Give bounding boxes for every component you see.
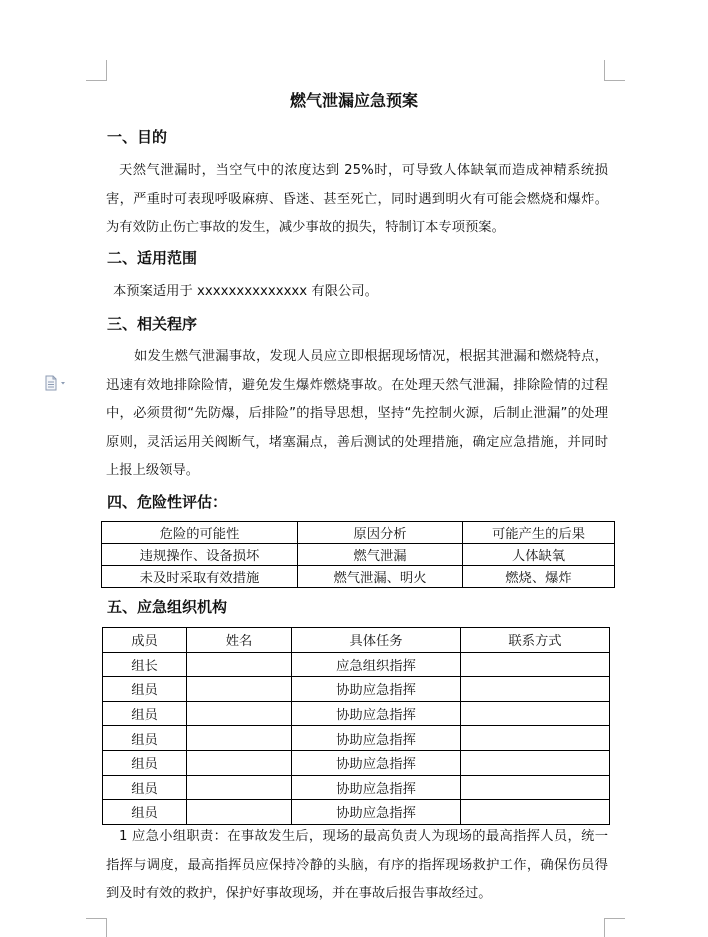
table-row (102, 566, 615, 588)
table-header-cell: 成员 (103, 628, 187, 653)
member-name-cell[interactable] (187, 677, 292, 702)
member-task-cell: 协助应急指挥 (292, 800, 461, 825)
table-cell: 燃烧、爆炸 (463, 566, 615, 588)
table-cell: 未及时采取有效措施 (102, 566, 298, 588)
document-icon[interactable] (44, 375, 70, 391)
table-row (103, 677, 610, 702)
member-role-cell: 组员 (103, 701, 187, 726)
section-scope-heading: 二、适用范围 (107, 249, 198, 267)
table-row (102, 544, 615, 566)
member-task-cell: 协助应急指挥 (292, 726, 461, 751)
section-purpose-body: 天然气泄漏时，当空气中的浓度达到 25%时，可导致人体缺氧而造成神精系统损害，严重时可表现呼吸麻痹、昏迷、甚至死亡，同时遇到明火有可能会燃烧和爆炸。为有效防止伤亡事故的发生，减少事故的损失，特制订本专项预案。 (106, 163, 608, 235)
section-org-heading: 五、应急组织机构 (107, 598, 228, 616)
table-cell: 人体缺氧 (463, 544, 615, 566)
member-contact-cell[interactable] (461, 775, 610, 800)
table-header-cell: 具体任务 (292, 628, 461, 653)
table-row (103, 800, 610, 825)
table-cell: 燃气泄漏、明火 (298, 566, 463, 588)
member-contact-cell[interactable] (461, 652, 610, 677)
table-row (103, 652, 610, 677)
table-header-row (102, 522, 615, 544)
member-contact-cell[interactable] (461, 726, 610, 751)
member-role-cell: 组员 (103, 750, 187, 775)
member-role-cell: 组员 (103, 677, 187, 702)
member-task-cell: 协助应急指挥 (292, 677, 461, 702)
table-cell: 燃气泄漏 (298, 544, 463, 566)
table-header-cell: 危险的可能性 (102, 522, 298, 544)
member-task-cell: 应急组织指挥 (292, 652, 461, 677)
section-scope-body: 本预案适用于 xxxxxxxxxxxxxx 有限公司。 (113, 284, 378, 299)
member-role-cell: 组员 (103, 775, 187, 800)
member-task-cell: 协助应急指挥 (292, 701, 461, 726)
member-name-cell[interactable] (187, 701, 292, 726)
table-cell: 违规操作、设备损坏 (102, 544, 298, 566)
member-contact-cell[interactable] (461, 750, 610, 775)
section-purpose-heading: 一、目的 (107, 128, 168, 146)
table-row (103, 750, 610, 775)
table-header-cell: 原因分析 (298, 522, 463, 544)
member-contact-cell[interactable] (461, 677, 610, 702)
table-header-cell: 联系方式 (461, 628, 610, 653)
member-contact-cell[interactable] (461, 800, 610, 825)
document-title: 燃气泄漏应急预案 (289, 91, 418, 110)
table-header-cell: 姓名 (187, 628, 292, 653)
section-risk-heading: 四、危险性评估： (107, 493, 228, 511)
member-name-cell[interactable] (187, 775, 292, 800)
member-name-cell[interactable] (187, 800, 292, 825)
table-header-row (103, 628, 610, 653)
member-contact-cell[interactable] (461, 701, 610, 726)
member-task-cell: 协助应急指挥 (292, 750, 461, 775)
member-role-cell: 组员 (103, 726, 187, 751)
member-task-cell: 协助应急指挥 (292, 775, 461, 800)
risk-assessment-table (101, 521, 615, 588)
table-row (103, 701, 610, 726)
duties-paragraph: 1 应急小组职责：在事故发生后，现场的最高负责人为现场的最高指挥人员，统一指挥与调度，最高指挥员应保持冷静的头脑，有序的指挥现场救护工作，确保伤员得到及时有效的救护，保护好事故现场，并在事故后报告事故经过。 (106, 829, 608, 901)
section-procedure-body: 如发生燃气泄漏事故，发现人员应立即根据现场情况，根据其泄漏和燃烧特点，迅速有效地排除险情，避免发生爆炸燃烧事故。在处理天然气泄漏，排除险情的过程中，必须贯彻“先防爆，后排险”的指导思想，坚持“先控制火源，后制止泄漏”的处理原则，灵活运用关阀断气，堵塞漏点，善后测试的处理措施，确定应急措施，并同时上报上级领导。 (106, 349, 608, 478)
member-role-cell: 组长 (103, 652, 187, 677)
member-name-cell[interactable] (187, 750, 292, 775)
table-row (103, 726, 610, 751)
table-header-cell: 可能产生的后果 (463, 522, 615, 544)
section-procedure-heading: 三、相关程序 (107, 315, 198, 333)
member-name-cell[interactable] (187, 726, 292, 751)
member-name-cell[interactable] (187, 652, 292, 677)
emergency-organization-table (102, 627, 610, 825)
member-role-cell: 组员 (103, 800, 187, 825)
table-row (103, 775, 610, 800)
